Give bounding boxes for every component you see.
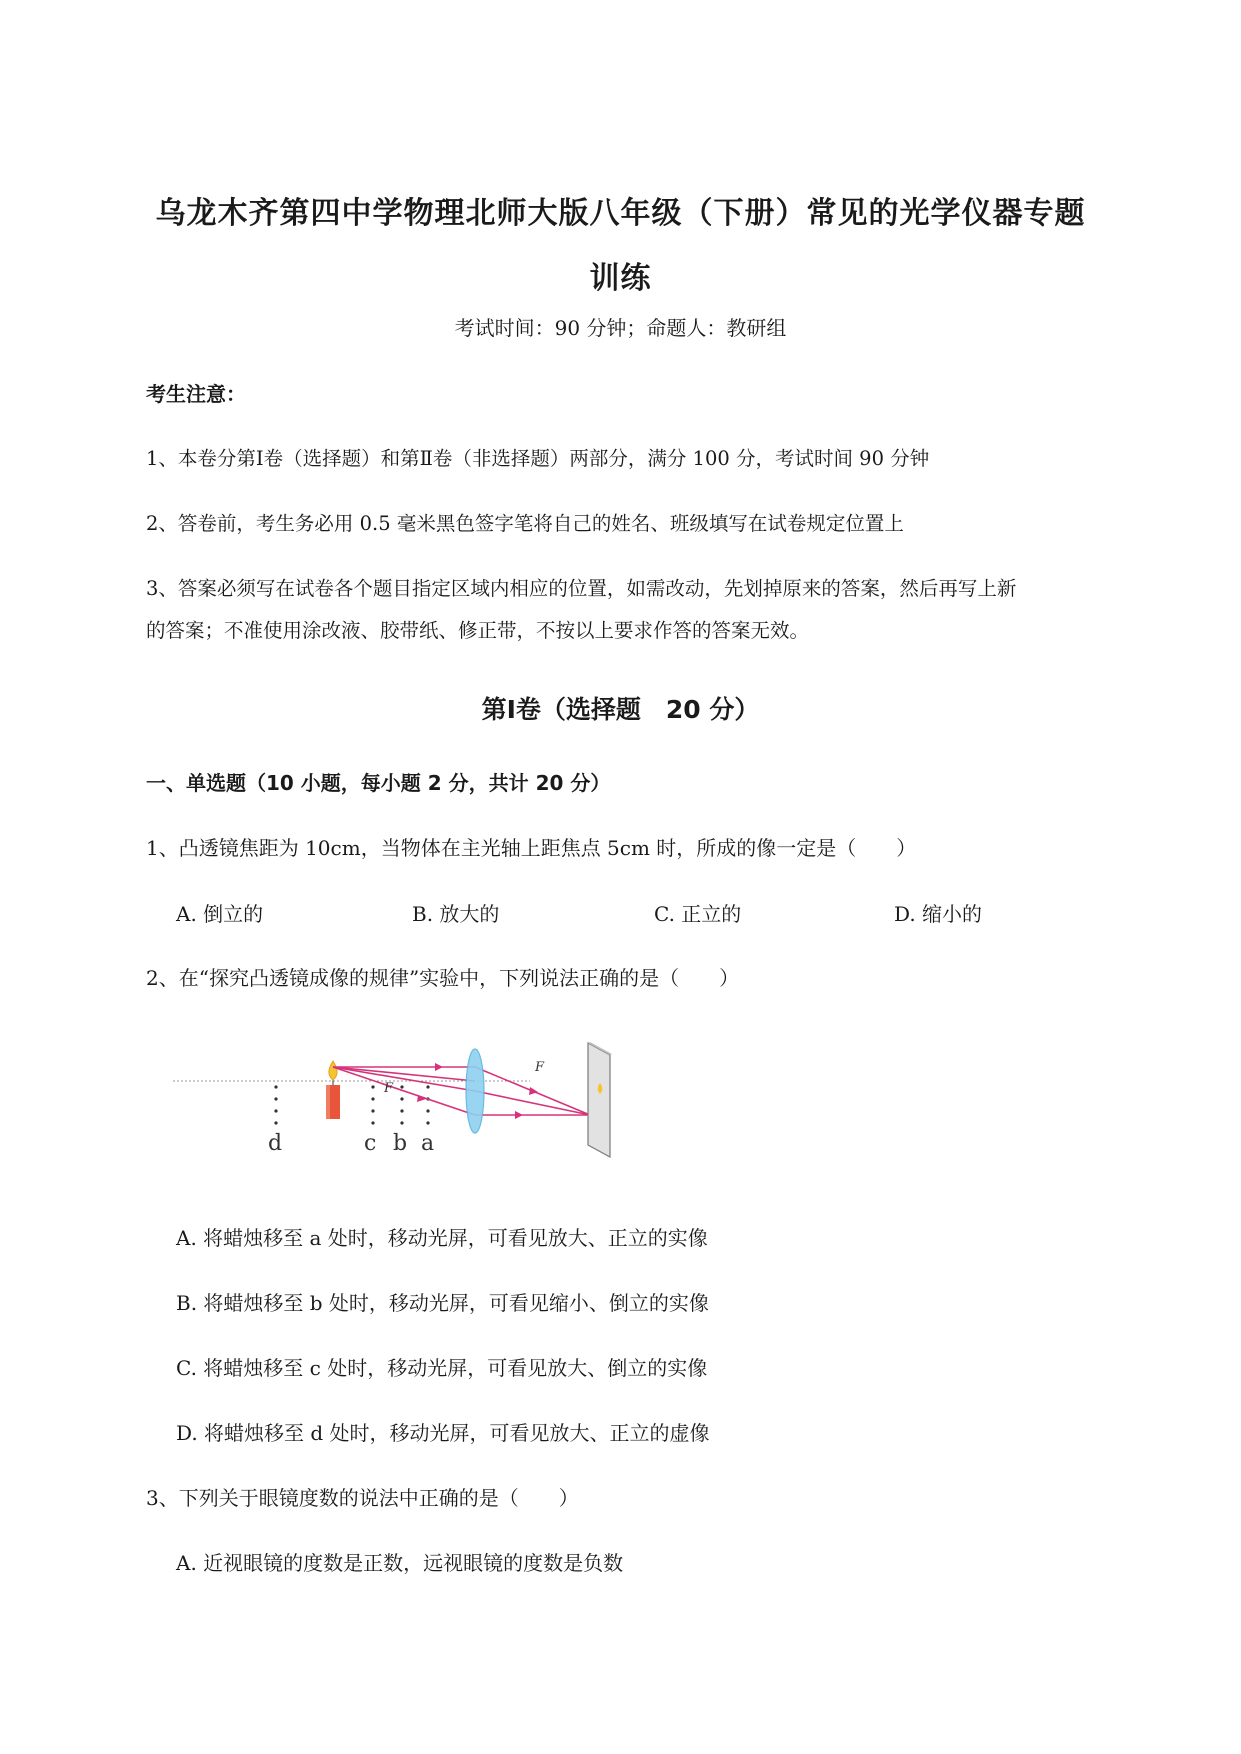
question-1-option-a[interactable]: A. 倒立的 — [176, 902, 264, 926]
light-rays — [333, 1067, 590, 1115]
position-label-c: c — [364, 1131, 377, 1156]
notice-item-3-line2: 的答案；不准使用涂改液、胶带纸、修正带，不按以上要求作答的答案无效。 — [146, 619, 810, 642]
position-label-d: d — [268, 1131, 283, 1156]
question-1-option-b[interactable]: B. 放大的 — [412, 902, 500, 926]
convex-lens-icon — [466, 1049, 484, 1133]
question-1-option-d[interactable]: D. 缩小的 — [894, 902, 983, 926]
section-title: 第Ⅰ卷（选择题 20 分） — [481, 695, 760, 724]
exam-title-line1: 乌龙木齐第四中学物理北师大版八年级（下册）常见的光学仪器专题 — [155, 196, 1086, 231]
light-screen-icon — [588, 1042, 612, 1157]
question-3-stem: 3、下列关于眼镜度数的说法中正确的是（ ） — [146, 1486, 579, 1510]
exam-title-line2: 训练 — [589, 261, 652, 296]
notice-heading: 考生注意： — [146, 382, 246, 406]
notice-item-2: 2、答卷前，考生务必用 0.5 毫米黑色签字笔将自己的姓名、班级填写在试卷规定位置上 — [146, 512, 904, 535]
candle-icon — [326, 1061, 340, 1119]
question-1-stem: 1、凸透镜焦距为 10cm，当物体在主光轴上距焦点 5cm 时，所成的像一定是（ ） — [146, 836, 917, 860]
focus-label-right: F — [535, 1060, 545, 1075]
question-1-option-c[interactable]: C. 正立的 — [654, 902, 742, 926]
focus-label-left: F — [384, 1081, 394, 1096]
position-label-b: b — [393, 1131, 408, 1156]
notice-item-1: 1、本卷分第Ⅰ卷（选择题）和第Ⅱ卷（非选择题）两部分，满分 100 分，考试时间 90 分钟 — [146, 447, 930, 470]
part-heading: 一、单选题（10 小题，每小题 2 分，共计 20 分） — [146, 771, 611, 795]
position-label-a: a — [421, 1131, 435, 1156]
notice-item-3-line1: 3、答案必须写在试卷各个题目指定区域内相应的位置，如需改动，先划掉原来的答案，然后再写上新 — [146, 577, 1017, 600]
question-2-option-a[interactable]: A. 将蜡烛移至 a 处时，移动光屏，可看见放大、正立的实像 — [176, 1226, 708, 1250]
question-3-option-a[interactable]: A. 近视眼镜的度数是正数，远视眼镜的度数是负数 — [176, 1551, 624, 1575]
exam-info: 考试时间：90 分钟；命题人：教研组 — [454, 316, 787, 340]
question-2-option-d[interactable]: D. 将蜡烛移至 d 处时，移动光屏，可看见放大、正立的虚像 — [176, 1421, 710, 1445]
question-2-option-c[interactable]: C. 将蜡烛移至 c 处时，移动光屏，可看见放大、倒立的实像 — [176, 1356, 708, 1380]
question-2-stem: 2、在“探究凸透镜成像的规律”实验中，下列说法正确的是（ ） — [146, 966, 740, 990]
question-2-option-b[interactable]: B. 将蜡烛移至 b 处时，移动光屏，可看见缩小、倒立的实像 — [176, 1291, 709, 1315]
convex-lens-experiment-figure — [170, 1025, 650, 1175]
